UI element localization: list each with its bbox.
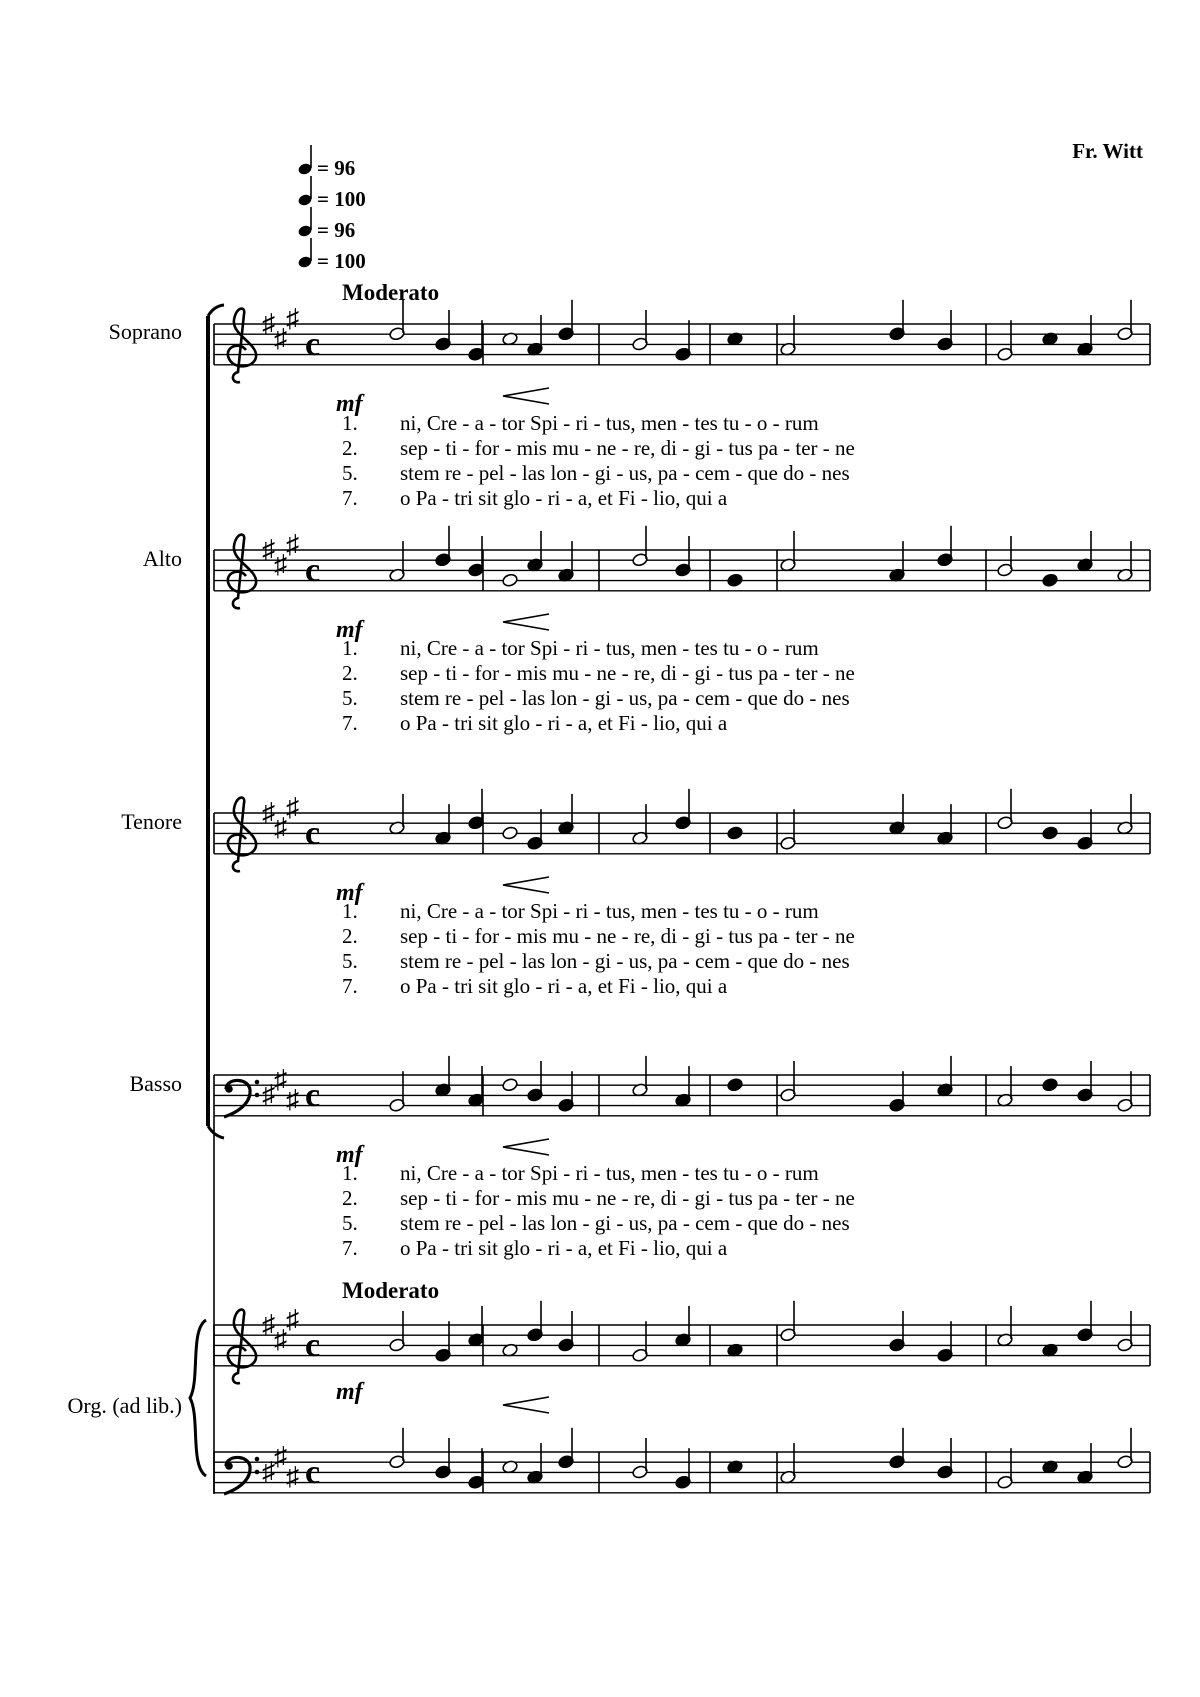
lyric-line — [342, 924, 855, 948]
sharp-icon: ♯ — [274, 813, 287, 842]
sharp-icon: ♯ — [286, 304, 299, 333]
verse-number: 5. — [342, 1211, 358, 1235]
tempo-mark: = 96 — [317, 218, 356, 242]
note-head — [1042, 1078, 1059, 1093]
verse-number: 7. — [342, 711, 358, 735]
sharp-icon: ♯ — [286, 1305, 299, 1334]
note-head — [727, 1078, 744, 1093]
sharp-icon: ♯ — [286, 530, 299, 559]
note-head — [727, 826, 744, 841]
part-label-organ: Org. (ad lib.) — [67, 1393, 182, 1418]
lyric-line — [342, 974, 728, 998]
verse-text: ni, Cre - a - tor Spi - ri - tus, men - tes tu - o - rum — [400, 1161, 819, 1185]
verse-number: 1. — [342, 411, 358, 435]
verse-number: 5. — [342, 949, 358, 973]
staff-2 — [214, 530, 1150, 643]
lyric-line — [342, 899, 819, 923]
tempo-text-organ: Moderato — [342, 1278, 440, 1303]
note-head — [502, 573, 519, 588]
verse-text: o Pa - tri sit glo - ri - a, et Fi - lio, qui a — [400, 711, 728, 735]
crescendo-hairpin — [503, 1397, 549, 1413]
common-time-icon: c — [305, 1327, 321, 1364]
verse-text: o Pa - tri sit glo - ri - a, et Fi - lio, qui a — [400, 1236, 728, 1260]
lyric-line — [342, 686, 850, 710]
sharp-icon: ♯ — [274, 1442, 287, 1471]
sharp-icon: ♯ — [262, 1310, 275, 1339]
common-time-icon: c — [305, 1077, 321, 1114]
treble-clef-icon — [228, 535, 256, 609]
dynamic-mf: mf — [336, 617, 363, 643]
bracket-top — [208, 305, 224, 316]
bass-clef-dot — [225, 1085, 233, 1093]
lyric-line — [342, 1161, 819, 1185]
lyric-line — [342, 486, 728, 510]
dynamic-mf: mf — [336, 1142, 363, 1168]
verse-number: 1. — [342, 636, 358, 660]
lyric-line — [342, 711, 728, 735]
staff-1 — [214, 304, 1150, 417]
sharp-icon: ♯ — [262, 798, 275, 827]
bracket-bottom — [208, 1126, 224, 1138]
verse-number: 5. — [342, 461, 358, 485]
lyric-line — [342, 949, 850, 973]
sharp-icon: ♯ — [274, 324, 287, 353]
verse-text: ni, Cre - a - tor Spi - ri - tus, men - tes tu - o - rum — [400, 411, 819, 435]
verse-number: 2. — [342, 1186, 358, 1210]
verse-number: 7. — [342, 1236, 358, 1260]
lyric-line — [342, 436, 855, 460]
crescendo-hairpin — [503, 614, 549, 630]
verse-text: ni, Cre - a - tor Spi - ri - tus, men - tes tu - o - rum — [400, 899, 819, 923]
verse-text: o Pa - tri sit glo - ri - a, et Fi - lio, qui a — [400, 974, 728, 998]
sharp-icon: ♯ — [262, 535, 275, 564]
treble-clef-icon — [228, 1310, 256, 1384]
composer-name: Fr. Witt — [1072, 139, 1143, 163]
part-labels — [68, 319, 182, 1418]
verse-text: sep - ti - for - mis mu - ne - re, di - gi - tus pa - ter - ne — [400, 661, 855, 685]
verse-number: 7. — [342, 486, 358, 510]
bass-clef-dot — [225, 1462, 233, 1470]
treble-clef-icon — [228, 309, 256, 383]
lyric-line — [342, 1186, 855, 1210]
treble-clef-icon — [228, 798, 256, 872]
note-head — [502, 826, 519, 841]
part-label-basso: Basso — [129, 1071, 182, 1096]
verse-number: 7. — [342, 974, 358, 998]
tempo-mark: = 100 — [317, 187, 366, 211]
organ-brace — [190, 1320, 206, 1476]
tempo-text-choir: Moderato — [342, 280, 440, 305]
lyric-line — [342, 461, 850, 485]
verse-text: stem re - pel - las lon - gi - us, pa - cem - que do - nes — [400, 686, 850, 710]
verse-text: stem re - pel - las lon - gi - us, pa - cem - que do - nes — [400, 1211, 850, 1235]
verse-text: sep - ti - for - mis mu - ne - re, di - gi - tus pa - ter - ne — [400, 924, 855, 948]
staff-5 — [214, 1305, 1150, 1413]
sharp-icon: ♯ — [274, 550, 287, 579]
verse-number: 2. — [342, 924, 358, 948]
common-time-icon: c — [305, 815, 321, 852]
common-time-icon: c — [305, 1454, 321, 1491]
verse-text: o Pa - tri sit glo - ri - a, et Fi - lio, qui a — [400, 486, 728, 510]
lyric-line — [342, 1211, 850, 1235]
lyric-line — [342, 1236, 728, 1260]
dynamic-mf: mf — [336, 880, 363, 906]
crescendo-hairpin — [503, 877, 549, 893]
sharp-icon: ♯ — [286, 1462, 299, 1491]
bass-clef-dot — [255, 1457, 260, 1462]
sharp-icon: ♯ — [262, 1457, 275, 1486]
verse-text: sep - ti - for - mis mu - ne - re, di - gi - tus pa - ter - ne — [400, 1186, 855, 1210]
common-time-icon: c — [305, 552, 321, 589]
tempo-block — [297, 145, 366, 273]
verse-text: sep - ti - for - mis mu - ne - re, di - gi - tus pa - ter - ne — [400, 436, 855, 460]
part-label-alto: Alto — [142, 546, 182, 571]
crescendo-hairpin — [503, 1139, 549, 1155]
dynamic-mf: mf — [336, 1379, 363, 1405]
sharp-icon: ♯ — [262, 309, 275, 338]
lyric-line — [342, 636, 819, 660]
part-label-tenore: Tenore — [121, 809, 182, 834]
verse-number: 2. — [342, 436, 358, 460]
lyric-line — [342, 411, 819, 435]
verse-number: 5. — [342, 686, 358, 710]
sharp-icon: ♯ — [262, 1080, 275, 1109]
crescendo-hairpin — [503, 388, 549, 404]
common-time-icon: c — [305, 326, 321, 363]
part-label-soprano: Soprano — [108, 319, 182, 344]
bass-clef-dot — [255, 1470, 260, 1475]
staff-4 — [214, 1065, 1150, 1168]
verse-text: stem re - pel - las lon - gi - us, pa - cem - que do - nes — [400, 461, 850, 485]
note-head — [1042, 826, 1059, 841]
verse-number: 1. — [342, 1161, 358, 1185]
sharp-icon: ♯ — [286, 1085, 299, 1114]
sharp-icon: ♯ — [286, 793, 299, 822]
note-head — [727, 573, 744, 588]
tempo-mark: = 100 — [317, 249, 366, 273]
tempo-mark: = 96 — [317, 156, 356, 180]
verse-number: 2. — [342, 661, 358, 685]
verse-number: 1. — [342, 899, 358, 923]
note-head — [1042, 573, 1059, 588]
lyric-line — [342, 661, 855, 685]
sharp-icon: ♯ — [274, 1065, 287, 1094]
dynamic-mf: mf — [336, 391, 363, 417]
staff-3 — [214, 793, 1150, 906]
bass-clef-dot — [255, 1080, 260, 1085]
bass-clef-dot — [255, 1093, 260, 1098]
verse-text: stem re - pel - las lon - gi - us, pa - cem - que do - nes — [400, 949, 850, 973]
sharp-icon: ♯ — [274, 1325, 287, 1354]
note-head — [502, 1078, 519, 1093]
verse-text: ni, Cre - a - tor Spi - ri - tus, men - tes tu - o - rum — [400, 636, 819, 660]
